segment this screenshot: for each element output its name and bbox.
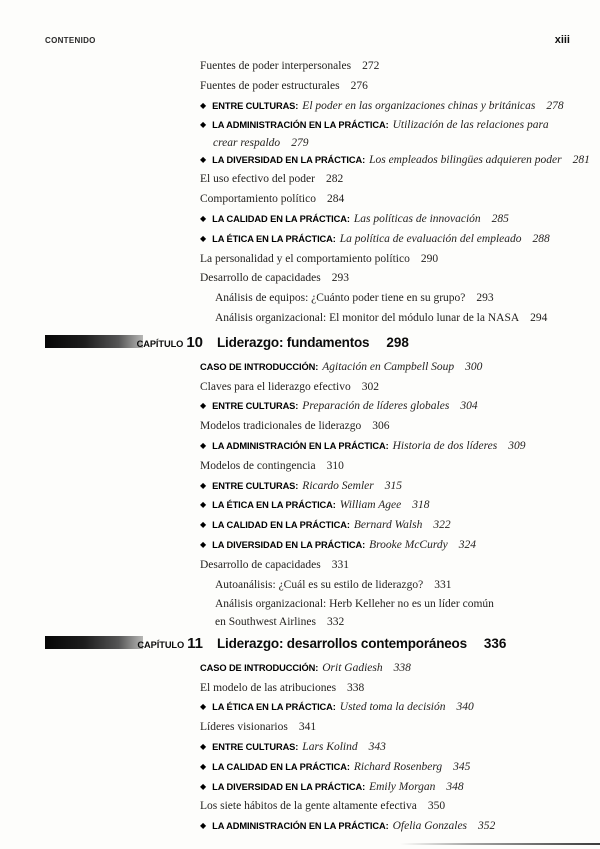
chapter-tag [45, 334, 203, 351]
entry-page-number: 315 [384, 479, 402, 492]
diamond-bullet-icon: ◆ [200, 741, 207, 751]
chapter-page-number: 336 [483, 635, 507, 651]
entry-line [215, 595, 585, 615]
diamond-bullet-icon: ◆ [200, 120, 207, 130]
feature-label: ENTRE CULTURAS: [212, 401, 299, 412]
chapter-header [45, 635, 585, 652]
entry-page-number: 341 [298, 721, 317, 734]
entry-line [200, 397, 585, 417]
entry-text: Richard Rosenberg [353, 760, 443, 773]
diamond-bullet-icon: ◆ [200, 441, 207, 451]
entry-text: Claves para el liderazgo efectivo [200, 380, 351, 393]
entry-text: Comportamiento político [200, 193, 316, 206]
toc-entry [200, 170, 585, 190]
chapter-section [45, 334, 585, 630]
entry-line [200, 358, 585, 378]
entry-text: Autoanálisis: ¿Cuál es su estilo de liderazgo? [215, 578, 424, 591]
toc-entry [200, 718, 585, 738]
entry-text: Los empleados bilingües adquieren poder [369, 153, 562, 166]
entry-page-number: 278 [546, 99, 564, 112]
entry-page-number: 304 [460, 400, 478, 413]
entry-line [200, 190, 585, 210]
entry-text: Ofelia Gonzales [392, 820, 468, 833]
feature-label: LA CALIDAD EN LA PRÁCTICA: [212, 520, 350, 531]
toc-entry [200, 457, 585, 477]
entry-text: El poder en las organizaciones chinas y británicas [302, 99, 536, 112]
entry-page-number: 294 [530, 312, 548, 325]
entry-line [200, 230, 585, 250]
entry-text: Las políticas de innovación [353, 213, 481, 226]
toc-entry [200, 250, 585, 270]
diamond-bullet-icon: ◆ [200, 480, 207, 490]
scan-edge-artifact [400, 843, 600, 845]
entry-line [200, 738, 585, 758]
entry-line [200, 151, 590, 171]
entry-page-number: 310 [326, 459, 344, 472]
feature-label: LA DIVERSIDAD EN LA PRÁCTICA: [212, 540, 366, 551]
entry-text: Historia de dos líderes [392, 440, 498, 453]
chapter-gradient-bar [45, 335, 143, 348]
feature-label: LA ADMINISTRACIÓN EN LA PRÁCTICA: [212, 120, 389, 131]
chapter-tag [45, 635, 203, 652]
entry-continuation-line [215, 615, 585, 630]
entry-line [200, 758, 585, 778]
entry-page-number: 350 [427, 800, 446, 813]
toc-entry [200, 778, 585, 798]
toc-entry [200, 417, 585, 437]
toc-entry [215, 576, 585, 596]
chapter-continuation-section [45, 57, 590, 329]
entry-page-number: 290 [420, 252, 439, 265]
entry-line [200, 698, 585, 718]
entry-list [200, 57, 590, 329]
entry-text: Utilización de las relaciones para [392, 119, 549, 132]
entry-line [200, 477, 585, 497]
entry-line [200, 437, 585, 457]
toc-entry [200, 230, 585, 250]
chapter-gradient-bar [45, 636, 143, 649]
toc-entry [200, 496, 585, 516]
entry-text: Agitación en Campbell Soup [322, 360, 455, 373]
entry-text: Desarrollo de capacidades [200, 558, 321, 571]
chapter-number: 11 [187, 634, 203, 652]
entry-page-number: 309 [508, 440, 526, 453]
entry-page-number: 352 [478, 820, 496, 833]
toc-entry [200, 151, 590, 171]
entry-line [200, 417, 585, 437]
entry-text: Desarrollo de capacidades [200, 272, 321, 285]
entry-continuation-line [200, 136, 585, 151]
toc-entry [200, 116, 585, 150]
entry-line [215, 289, 585, 309]
entry-page-number: 302 [361, 380, 379, 393]
entry-text: Fuentes de poder interpersonales [200, 60, 352, 72]
toc-entry [215, 595, 585, 629]
entry-text: Emily Morgan [369, 780, 436, 793]
entry-text: Los siete hábitos de la gente altamente efectiva [200, 800, 417, 813]
diamond-bullet-icon: ◆ [200, 540, 207, 550]
feature-label: LA ÉTICA EN LA PRÁCTICA: [212, 702, 336, 713]
entry-page-number: 285 [491, 213, 509, 226]
feature-label: CASO DE INTRODUCCIÓN: [200, 361, 319, 372]
entry-page-number: 340 [456, 701, 474, 714]
entry-text: El modelo de las atribuciones [200, 681, 337, 694]
toc-entry [200, 378, 585, 398]
entry-text: Lars Kolind [302, 740, 358, 753]
feature-label: LA ÉTICA EN LA PRÁCTICA: [212, 500, 336, 511]
feature-label: LA CALIDAD EN LA PRÁCTICA: [212, 214, 350, 225]
entry-line [200, 457, 585, 477]
toc-entry [200, 358, 585, 378]
feature-label: LA ÉTICA EN LA PRÁCTICA: [212, 233, 336, 244]
entry-text: Preparación de líderes globales [302, 400, 450, 413]
toc-entry [215, 289, 585, 309]
entry-page-number: 293 [476, 292, 494, 305]
entry-line [200, 57, 585, 77]
diamond-bullet-icon: ◆ [200, 781, 207, 791]
toc-entry [200, 536, 585, 556]
entry-line [215, 576, 585, 596]
toc-entry [200, 758, 585, 778]
entry-line [200, 378, 585, 398]
diamond-bullet-icon: ◆ [200, 154, 207, 164]
entry-line [200, 210, 585, 230]
diamond-bullet-icon: ◆ [200, 821, 207, 831]
toc-entry [200, 97, 585, 117]
entry-page-number: 300 [465, 360, 483, 373]
entry-page-number: 293 [331, 272, 349, 285]
entry-text: William Agee [339, 499, 402, 512]
chapter-header [45, 334, 585, 351]
diamond-bullet-icon: ◆ [200, 702, 207, 712]
toc-entry [200, 437, 585, 457]
chapter-title: Liderazgo: fundamentos [217, 334, 370, 350]
entry-text: Brooke McCurdy [369, 539, 448, 552]
entry-page-number: 332 [326, 616, 345, 629]
entry-page-number: 276 [350, 79, 368, 92]
toc-entry [200, 516, 585, 536]
entry-page-number: 281 [572, 153, 590, 166]
entry-list [200, 659, 585, 837]
chapter-number: 10 [186, 333, 203, 351]
entry-page-number: 318 [412, 499, 430, 512]
toc-entry [200, 57, 585, 77]
entry-line [200, 679, 585, 699]
entry-text-continued: crear respaldo [213, 137, 281, 150]
entry-line [200, 77, 585, 97]
toc-entry [200, 698, 585, 718]
diamond-bullet-icon: ◆ [200, 520, 207, 530]
diamond-bullet-icon: ◆ [200, 761, 207, 771]
entry-line [200, 496, 585, 516]
entry-page-number: 343 [368, 740, 386, 753]
entry-line [200, 116, 585, 136]
folio-page-number: xiii [554, 34, 570, 46]
entry-page-number: 331 [331, 558, 349, 571]
entry-page-number: 338 [393, 661, 411, 674]
running-head-title: CONTENIDO [45, 36, 96, 45]
entry-text: El uso efectivo del poder [200, 173, 315, 186]
feature-label: LA CALIDAD EN LA PRÁCTICA: [212, 761, 350, 772]
toc-entry [200, 659, 585, 679]
entry-line [200, 516, 585, 536]
feature-label: LA ADMINISTRACIÓN EN LA PRÁCTICA: [212, 821, 389, 832]
toc-content [45, 57, 590, 837]
feature-label: LA DIVERSIDAD EN LA PRÁCTICA: [212, 154, 366, 165]
entry-text: Líderes visionarios [200, 721, 288, 734]
entry-page-number: 324 [458, 539, 476, 552]
toc-entry [200, 556, 585, 576]
toc-entry [200, 797, 585, 817]
entry-page-number: 284 [326, 193, 345, 206]
entry-page-number: 288 [532, 232, 550, 245]
feature-label: LA DIVERSIDAD EN LA PRÁCTICA: [212, 781, 366, 792]
entry-text: Análisis organizacional: Herb Kelleher no es un líder común [215, 598, 494, 611]
entry-page-number: 331 [434, 578, 452, 591]
entry-line [200, 250, 585, 270]
entry-line [200, 269, 585, 289]
entry-page-number: 272 [362, 60, 380, 72]
diamond-bullet-icon: ◆ [200, 214, 207, 224]
entry-text: La política de evaluación del empleado [339, 232, 522, 245]
chapter-title: Liderazgo: desarrollos contemporáneos [217, 635, 467, 651]
entry-text: Análisis organizacional: El monitor del módulo lunar de la NASA [215, 312, 520, 325]
chapter-label: CAPÍTULO [137, 639, 185, 650]
entry-list [200, 358, 585, 630]
diamond-bullet-icon: ◆ [200, 100, 207, 110]
entry-page-number: 345 [453, 760, 471, 773]
entry-page-number: 322 [433, 519, 451, 532]
feature-label: ENTRE CULTURAS: [212, 100, 299, 111]
entry-text: Usted toma la decisión [339, 701, 446, 714]
entry-text-continued: en Southwest Airlines [215, 616, 316, 629]
entry-line [200, 718, 585, 738]
toc-entry [200, 477, 585, 497]
chapter-label: CAPÍTULO [136, 338, 184, 349]
toc-entry [200, 738, 585, 758]
entry-line [200, 170, 585, 190]
toc-entry [200, 269, 585, 289]
entry-line [200, 778, 585, 798]
entry-line [200, 97, 585, 117]
toc-entry [200, 77, 585, 97]
chapter-page-number: 298 [386, 334, 409, 350]
entry-text: Fuentes de poder estructurales [200, 79, 340, 92]
entry-line [200, 536, 585, 556]
entry-line [200, 797, 585, 817]
entry-line [200, 659, 585, 679]
toc-entry [215, 309, 585, 329]
entry-text: Modelos de contingencia [200, 459, 316, 472]
diamond-bullet-icon: ◆ [200, 401, 207, 411]
entry-text: Modelos tradicionales de liderazgo [200, 420, 362, 433]
entry-line [200, 556, 585, 576]
chapter-section [45, 635, 585, 837]
entry-line [215, 309, 585, 329]
entry-text: Bernard Walsh [353, 519, 423, 532]
feature-label: CASO DE INTRODUCCIÓN: [200, 662, 319, 673]
running-head [45, 34, 570, 46]
entry-text: Ricardo Semler [302, 479, 374, 492]
entry-line [200, 817, 585, 837]
entry-page-number: 279 [291, 137, 309, 150]
toc-entry [200, 817, 585, 837]
toc-entry [200, 679, 585, 699]
toc-entry [200, 190, 585, 210]
entry-text: La personalidad y el comportamiento político [200, 252, 410, 265]
entry-page-number: 282 [325, 173, 344, 186]
feature-label: LA ADMINISTRACIÓN EN LA PRÁCTICA: [212, 441, 389, 452]
feature-label: ENTRE CULTURAS: [212, 480, 299, 491]
entry-page-number: 306 [372, 420, 390, 433]
feature-label: ENTRE CULTURAS: [212, 741, 299, 752]
toc-entry [200, 397, 585, 417]
entry-page-number: 348 [446, 780, 464, 793]
diamond-bullet-icon: ◆ [200, 500, 207, 510]
entry-text: Análisis de equipos: ¿Cuánto poder tiene en su grupo? [215, 292, 466, 305]
entry-page-number: 338 [347, 681, 365, 694]
toc-entry [200, 210, 585, 230]
diamond-bullet-icon: ◆ [200, 233, 207, 243]
entry-text: Orit Gadiesh [322, 661, 383, 674]
